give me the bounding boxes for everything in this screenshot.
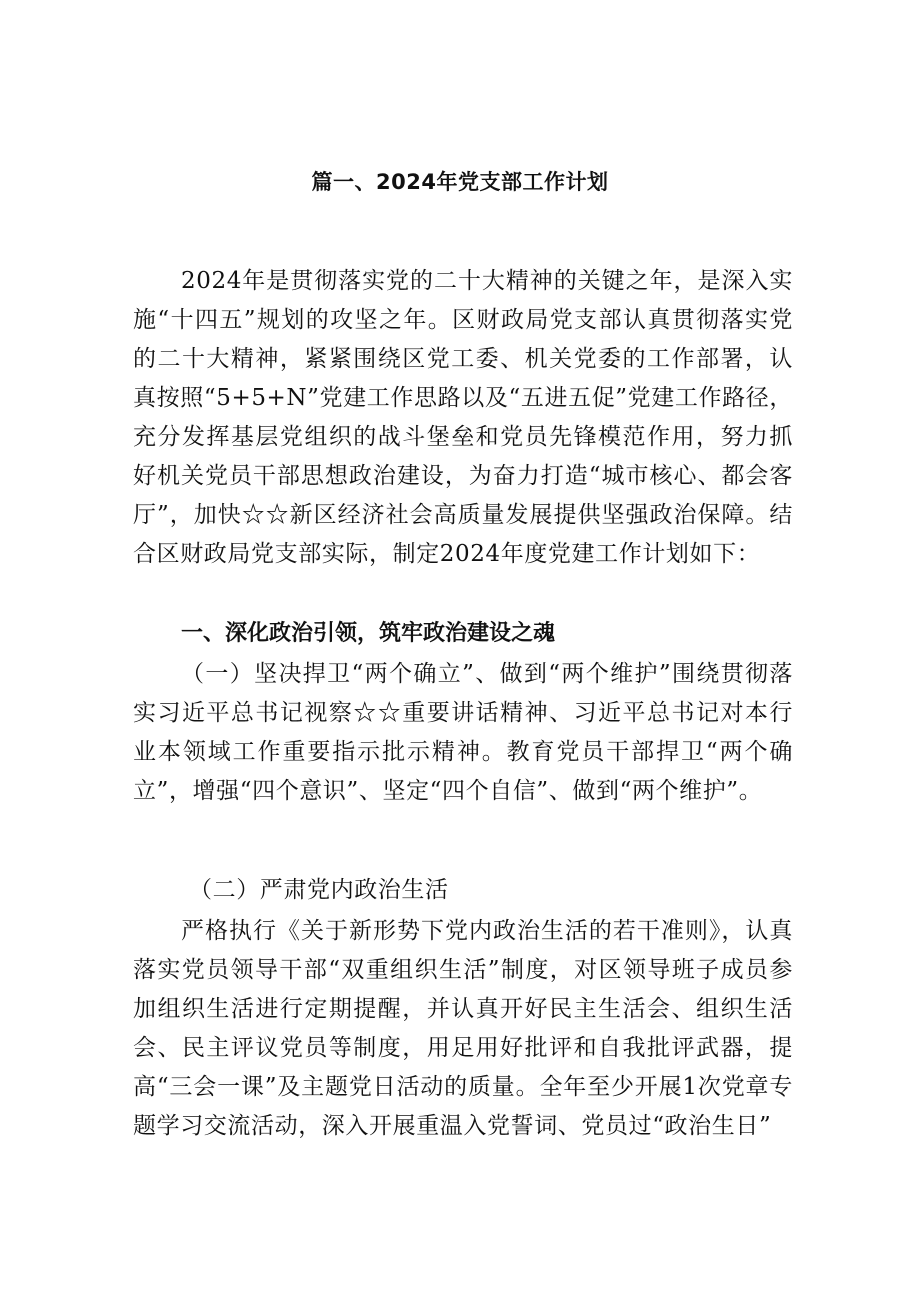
section-1-item-2-heading: （二）严肃党内政治生活 bbox=[189, 877, 449, 903]
document-title: 篇一、2024年党支部工作计划 bbox=[311, 170, 609, 194]
intro-paragraph: 2024年是贯彻落实党的二十大精神的关键之年，是深入实施“十四五”规划的攻坚之年。区财政局党支部认真贯彻落实党的二十大精神，紧紧围绕区党工委、机关党委的工作部署，认真按照“5+5+N”党建工作思路以及“五进五促”党建工作路径，充分发挥基层党组织的战斗堡垒和党员先锋模范作用，努力抓好机关党员干部思想政治建设，为奋力打造“城市核心、都会客厅”，加快☆☆新区经济社会高质量发展提供坚强政治保障。结合区财政局党支部实际，制定2024年度党建工作计划如下： bbox=[133, 268, 793, 567]
section-heading-1: 一、深化政治引领，筑牢政治建设之魂 bbox=[181, 621, 556, 646]
section-1-item-2-paragraph: 严格执行《关于新形势下党内政治生活的若干准则》，认真落实党员领导干部“双重组织生活”制度，对区领导班子成员参加组织生活进行定期提醒，并认真开好民主生活会、组织生活会、民主评议党员等制度，用足用好批评和自我批评武器，提高“三会一课”及主题党日活动的质量。全年至少开展1次党章专题学习交流活动，深入开展重温入党誓词、党员过“政治生日” bbox=[133, 918, 793, 1139]
section-1-item-1-paragraph: （一）坚决捍卫“两个确立”、做到“两个维护”围绕贯彻落实习近平总书记视察☆☆重要讲话精神、习近平总书记对本行业本领域工作重要指示批示精神。教育党员干部捍卫“两个确立”，增强“四个意识”、坚定“四个自信”、做到“两个维护”。 bbox=[133, 661, 793, 804]
